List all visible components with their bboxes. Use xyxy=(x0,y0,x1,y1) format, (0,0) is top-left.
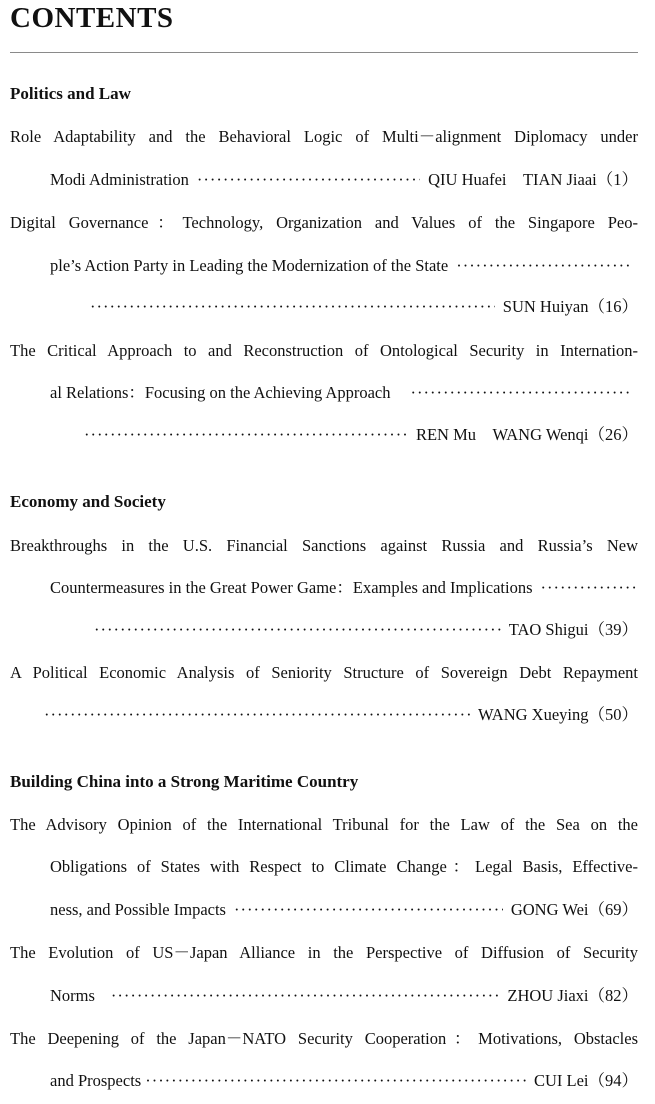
section-heading: Politics and Law xyxy=(10,84,131,103)
dot-leader xyxy=(84,425,408,445)
toc-entry-title-line: The Deepening of the Japan－NATO Security Cooperation：Motivations, Obstacles xyxy=(10,1029,638,1048)
toc-entry-author: WANG Xueying（50） xyxy=(478,705,638,724)
toc-entry-author: TAO Shigui（39） xyxy=(508,620,638,639)
dot-leader xyxy=(145,1071,526,1091)
toc-entry-row xyxy=(84,425,638,445)
toc-entry-row xyxy=(50,900,638,920)
toc-entry-title-line: A Political Economic Analysis of Seniority Structure of Sovereign Debt Repayment xyxy=(10,663,638,682)
dot-leader xyxy=(234,900,503,920)
dot-leader xyxy=(111,986,499,1006)
title-divider xyxy=(10,52,638,53)
toc-entry-title-line: Modi Administration xyxy=(50,170,189,189)
toc-entry-title-line: and Prospects xyxy=(50,1071,142,1090)
toc-entry-title-line: ple’s Action Party in Leading the Modernization of the State xyxy=(50,256,449,275)
toc-entry-title-line: Obligations of States with Respect to Climate Change：Legal Basis, Effective- xyxy=(50,857,638,876)
dot-leader xyxy=(411,383,631,403)
toc-entry-author: QIU Huafei TIAN Jiaai（1） xyxy=(428,170,638,189)
dot-leader xyxy=(90,297,495,317)
toc-entry-author: ZHOU Jiaxi（82） xyxy=(507,986,638,1005)
dot-leader xyxy=(44,705,470,725)
toc-entry-row xyxy=(50,256,638,276)
toc-entry-row xyxy=(50,1071,638,1091)
toc-entry-author: SUN Huiyan（16） xyxy=(502,297,638,316)
toc-entry-author: CUI Lei（94） xyxy=(533,1071,638,1090)
dot-leader xyxy=(94,620,501,640)
toc-entry-title-line: The Critical Approach to and Reconstruction of Ontological Security in Internation- xyxy=(10,341,638,360)
section-heading: Economy and Society xyxy=(10,492,166,511)
dot-leader xyxy=(456,256,630,276)
dot-leader xyxy=(541,578,639,598)
toc-entry-author: GONG Wei（69） xyxy=(510,900,638,919)
toc-entry-title-line: ness, and Possible Impacts xyxy=(50,900,226,919)
toc-entry-row xyxy=(90,297,638,317)
toc-entry-title-line: Breakthroughs in the U.S. Financial Sanctions against Russia and Russia’s New xyxy=(10,536,638,555)
toc-entry-row xyxy=(50,986,638,1006)
toc-entry-row xyxy=(50,170,638,190)
section-heading: Building China into a Strong Maritime Country xyxy=(10,772,359,791)
toc-entry-row xyxy=(94,620,638,640)
toc-entry-title-line: The Advisory Opinion of the International Tribunal for the Law of the Sea on the xyxy=(10,815,638,834)
toc-entry-row xyxy=(50,578,638,598)
dot-leader xyxy=(197,170,420,190)
toc-entry-title-line: Countermeasures in the Great Power Game：Examples and Implications xyxy=(50,578,533,597)
toc-entry-title-line: Digital Governance：Technology, Organization and Values of the Singapore Peo- xyxy=(10,213,638,232)
toc-entry-title-line: Norms xyxy=(50,986,95,1005)
toc-entry-title-line: Role Adaptability and the Behavioral Logic of Multi－alignment Diplomacy under xyxy=(10,127,638,146)
toc-entry-row xyxy=(50,383,638,403)
toc-entry-title-line: al Relations：Focusing on the Achieving Approach xyxy=(50,383,391,402)
toc-entry-row xyxy=(44,705,638,725)
page-title: CONTENTS xyxy=(10,2,174,34)
toc-entry-author: REN Mu WANG Wenqi（26） xyxy=(415,425,638,444)
toc-entry-title-line: The Evolution of US－Japan Alliance in the Perspective of Diffusion of Security xyxy=(10,943,638,962)
